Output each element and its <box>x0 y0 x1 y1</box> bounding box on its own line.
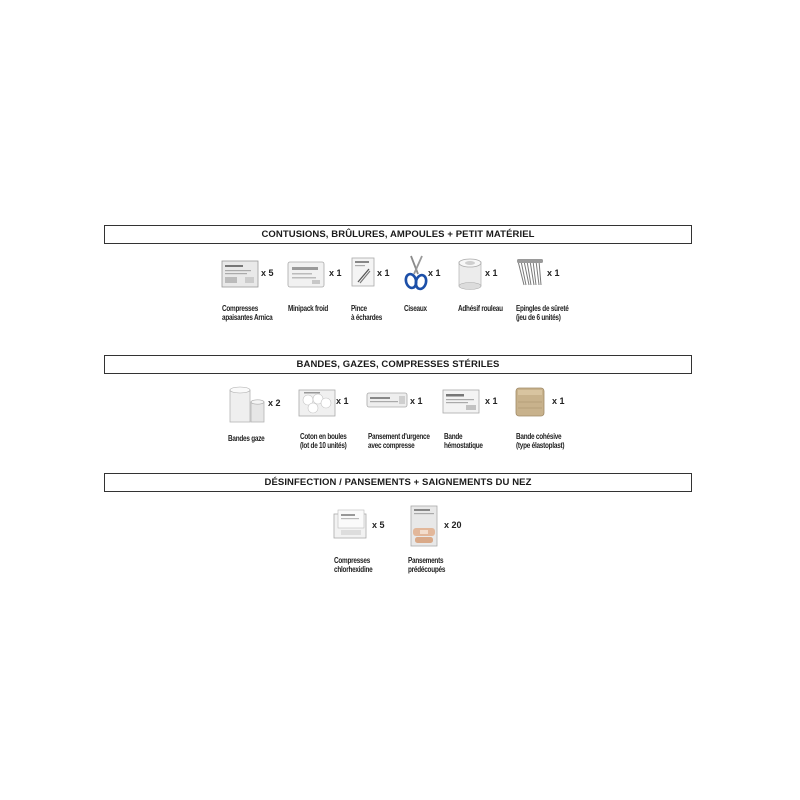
section-header-desinfection <box>104 473 692 492</box>
item-label: Compresses apaisantes Arnica <box>222 304 273 322</box>
item-label: Compresses chlorhexidine <box>334 556 373 574</box>
item-label: Bande hémostatique <box>444 432 483 450</box>
item-label: Minipack froid <box>288 304 329 313</box>
item-quantity: x 1 <box>377 268 390 278</box>
item-label: Pansement d'urgence avec compresse <box>368 432 430 450</box>
tape-roll-icon <box>456 256 484 290</box>
item-quantity: x 1 <box>336 396 349 406</box>
item-label: Bandes gaze <box>228 434 265 443</box>
chlorhexidine-pads-icon <box>332 508 372 540</box>
item-label: Adhésif rouleau <box>458 304 503 313</box>
hemostatic-band-icon <box>442 388 482 416</box>
precut-plasters-icon <box>408 504 444 548</box>
item-quantity: x 5 <box>261 268 274 278</box>
emergency-dressing-icon <box>366 390 410 412</box>
scissors-icon <box>402 252 430 292</box>
item-label: Coton en boules (lot de 10 unités) <box>300 432 347 450</box>
item-quantity: x 1 <box>428 268 441 278</box>
gauze-rolls-icon <box>228 384 268 426</box>
section-title: BANDES, GAZES, COMPRESSES STÉRILES <box>296 359 500 370</box>
tweezers-icon <box>350 256 376 288</box>
item-quantity: x 1 <box>547 268 560 278</box>
item-quantity: x 1 <box>329 268 342 278</box>
item-quantity: x 1 <box>485 268 498 278</box>
section-header-bandes <box>104 355 692 374</box>
item-label: Pansements prédécoupés <box>408 556 446 574</box>
item-quantity: x 1 <box>485 396 498 406</box>
item-quantity: x 1 <box>552 396 565 406</box>
item-label: Ciseaux <box>404 304 427 313</box>
cotton-balls-icon <box>298 388 336 418</box>
item-quantity: x 2 <box>268 398 281 408</box>
section-header-contusions <box>104 225 692 244</box>
item-label: Pince à échardes <box>351 304 383 322</box>
item-quantity: x 20 <box>444 520 462 530</box>
item-label: Epingles de sûreté (jeu de 6 unités) <box>516 304 569 322</box>
cohesive-band-icon <box>514 384 550 420</box>
item-label: Bande cohésive (type élastoplast) <box>516 432 565 450</box>
compress-pack-icon <box>220 258 260 290</box>
item-quantity: x 1 <box>410 396 423 406</box>
safety-pins-icon <box>514 256 548 290</box>
cold-pack-icon <box>286 258 326 290</box>
section-title: CONTUSIONS, BRÛLURES, AMPOULES + PETIT MATÉRIEL <box>261 229 535 240</box>
item-quantity: x 5 <box>372 520 385 530</box>
section-title: DÉSINFECTION / PANSEMENTS + SAIGNEMENTS DU NEZ <box>264 477 532 488</box>
